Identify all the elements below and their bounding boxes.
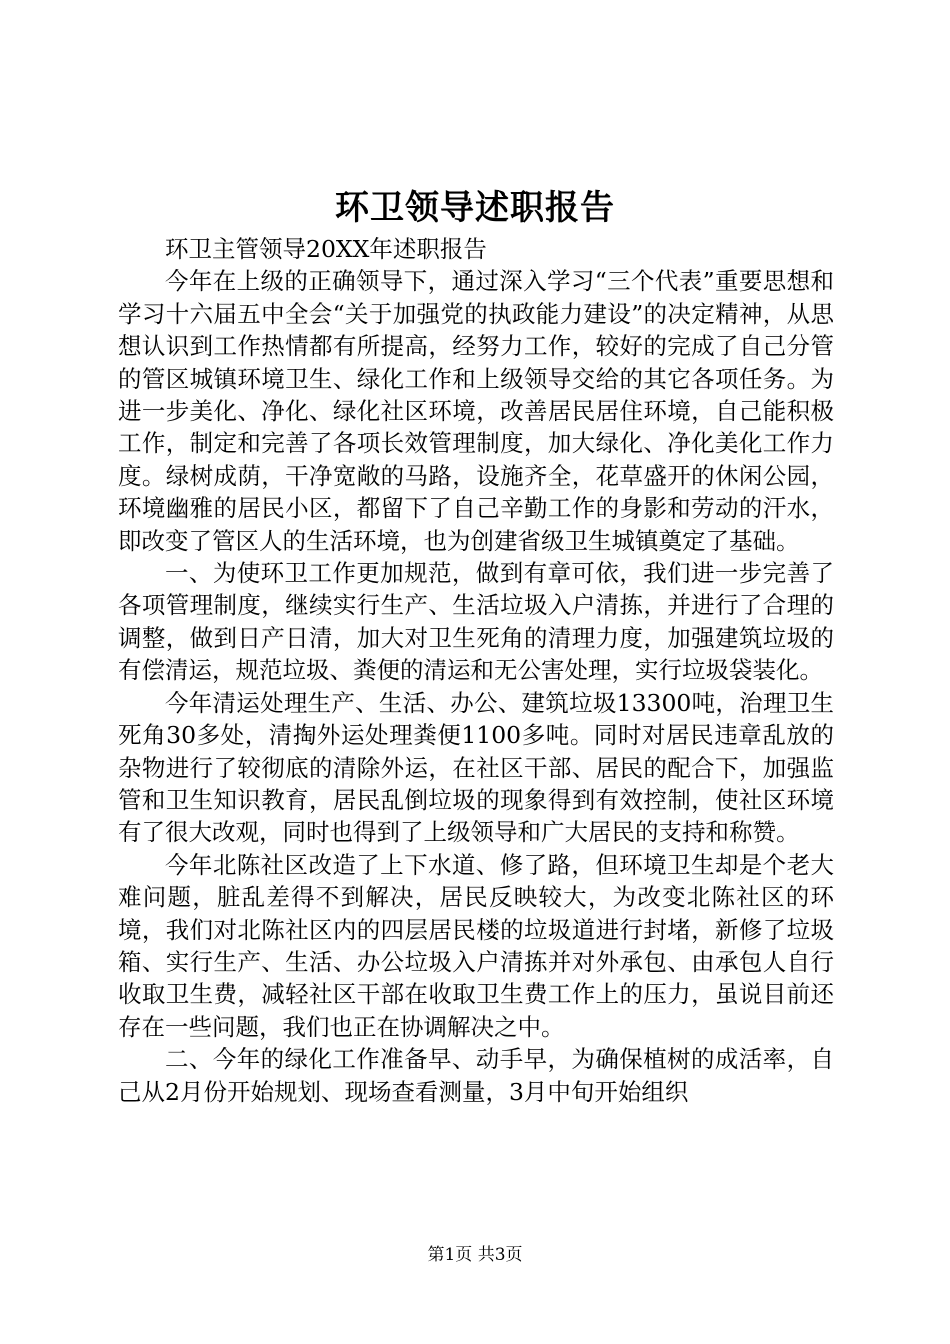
body-paragraph: 今年清运处理生产、生活、办公、建筑垃圾13300吨，治理卫生死角30多处，清掏外运处理粪便1100多吨。同时对居民违章乱放的杂物进行了较彻底的清除外运，在社区干部、居民的配合下，加强监管和卫生知识教育，居民乱倒垃圾的现象得到有效控制，使社区环境有了很大改观，同时也得到了上级领导和广大居民的支持和称赞。 <box>118 688 834 847</box>
document-body <box>118 233 834 1108</box>
body-paragraph: 今年在上级的正确领导下，通过深入学习“三个代表”重要思想和学习十六届五中全会“关于加强党的执政能力建设”的决定精神，从思想认识到工作热情都有所提高，经努力工作，较好的完成了自己分管的管区城镇环境卫生、绿化工作和上级领导交给的其它各项任务。为进一步美化、净化、绿化社区环境，改善居民居住环境，自己能积极工作，制定和完善了各项长效管理制度，加大绿化、净化美化工作力度。绿树成荫，干净宽敞的马路，设施齐全，花草盛开的休闲公园，环境幽雅的居民小区，都留下了自己辛勤工作的身影和劳动的汗水，即改变了管区人的生活环境，也为创建省级卫生城镇奠定了基础。 <box>118 267 834 555</box>
body-paragraph: 一、为使环卫工作更加规范，做到有章可依，我们进一步完善了各项管理制度，继续实行生产、生活垃圾入户清拣，并进行了合理的调整，做到日产日清，加大对卫生死角的清理力度，加强建筑垃圾的有偿清运，规范垃圾、粪便的清运和无公害处理，实行垃圾袋装化。 <box>118 559 834 685</box>
body-paragraph: 二、今年的绿化工作准备早、动手早，为确保植树的成活率，自己从2月份开始规划、现场查看测量，3月中旬开始组织 <box>118 1045 834 1106</box>
subtitle-paragraph: 环卫主管领导20XX年述职报告 <box>165 235 487 263</box>
body-paragraph: 今年北陈社区改造了上下水道、修了路，但环境卫生却是个老大难问题，脏乱差得不到解决，居民反映较大，为改变北陈社区的环境，我们对北陈社区内的四层居民楼的垃圾道进行封堵，新修了垃圾箱、实行生产、生活、办公垃圾入户清拣并对外承包、由承包人自行收取卫生费，减轻社区干部在收取卫生费工作上的压力，虽说目前还存在一些问题，我们也正在协调解决之中。 <box>118 850 834 1041</box>
document-title: 环卫领导述职报告 <box>335 188 615 228</box>
page-number-footer: 第1页 共3页 <box>427 1245 523 1265</box>
